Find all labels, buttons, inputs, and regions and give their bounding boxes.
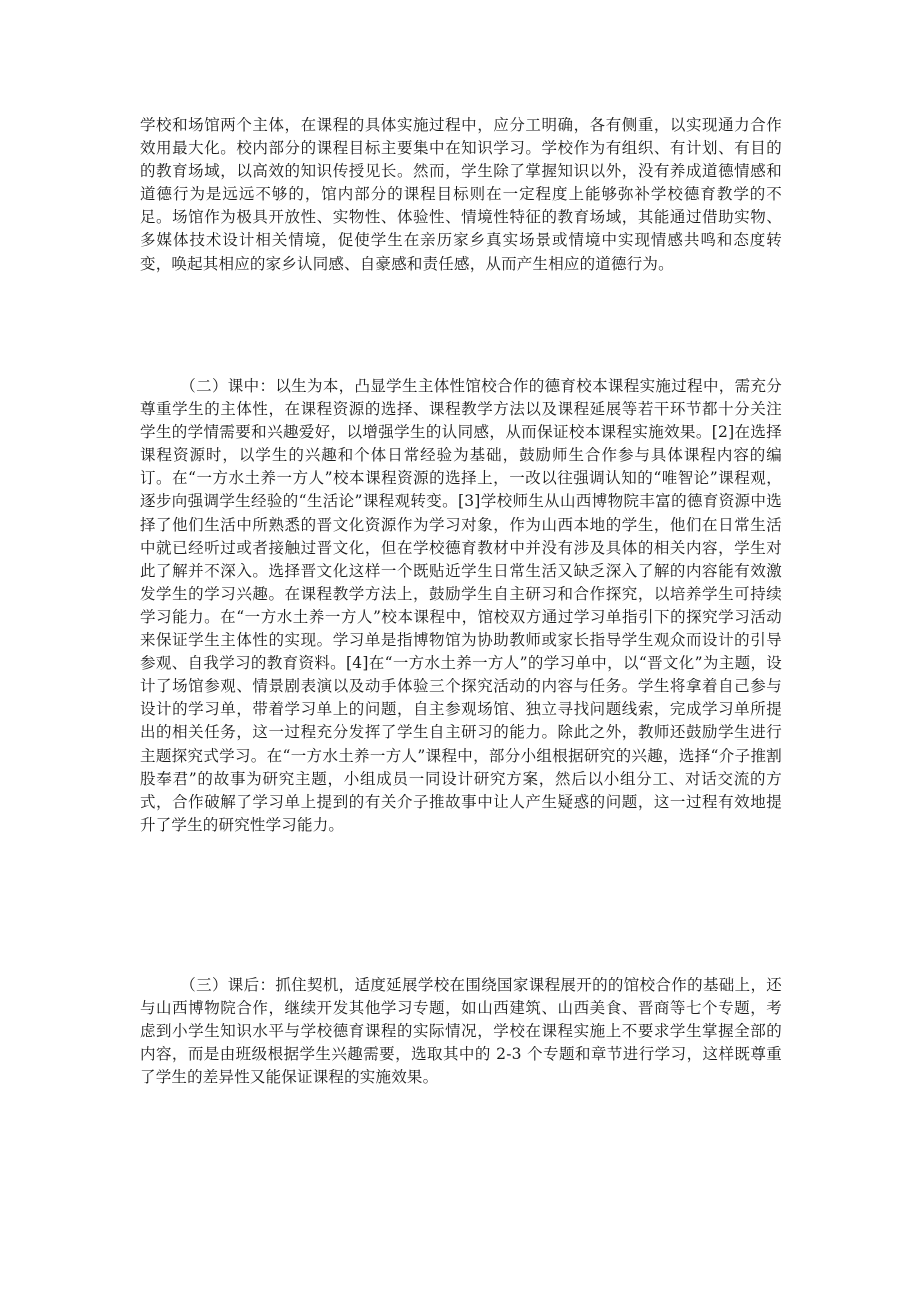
paragraph-after-class: （三）课后：抓住契机，适度延展学校在围绕国家课程展开的的馆校合作的基础上，还与山西博物院合作，继续开发其他学习专题，如山西建筑、山西美食、晋商等七个专题，考虑到小学生知识水平与学校德育课程的实际情况，学校在课程实施上不要求学生掌握全部的内容，而是由班级根据学生兴趣需要，选取其中的 2-3 个专题和章节进行学习，这样既尊重了学生的差异性又能保证课程的实施效果。 — [140, 976, 782, 1087]
paragraph-in-class: （二）课中：以生为本，凸显学生主体性馆校合作的德育校本课程实施过程中，需充分尊重学生的主体性，在课程资源的选择、课程教学方法以及课程延展等若干环节都十分关注学生的学情需要和兴趣爱好，以增强学生的认同感，从而保证校本课程实施效果。[2]在选择课程资源时，以学生的兴趣和个体日常经验为基础，鼓励师生合作参与具体课程内容的编订。在“一方水土养一方人”校本课程资源的选择上，一改以往强调认知的“唯智论”课程观，逐步向强调学生经验的“生活论”课程观转变。[3]学校师生从山西博物院丰富的德育资源中选择了他们生活中所熟悉的晋文化资源作为学习对象，作为山西本地的学生，他们在日常生活中就已经听过或者接触过晋文化，但在学校德育教材中并没有涉及具体的相关内容，学生对此了解并不深入。选择晋文化这样一个既贴近学生日常生活又缺乏深入了解的内容能有效激发学生的学习兴趣。在课程教学方法上，鼓励学生自主研习和合作探究，以培养学生可持续学习能力。在“一方水土养一方人”校本课程中，馆校双方通过学习单指引下的探究学习活动来保证学生主体性的实现。学习单是指博物馆为协助教师或家长指导学生观众而设计的引导参观、自我学习的教育资料。[4]在“一方水土养一方人”的学习单中，以“晋文化”为主题，设计了场馆参观、情景剧表演以及动手体验三个探究活动的内容与任务。学生将拿着自己参与设计的学习单，带着学习单上的问题，自主参观场馆、独立寻找问题线索，完成学习单所提出的相关任务，这一过程充分发挥了学生自主研习的能力。除此之外，教师还鼓励学生进行主题探究式学习。在“一方水土养一方人”课程中，部分小组根据研究的兴趣，选择“介子推割股奉君”的故事为研究主题，小组成员一同设计研究方案，然后以小组分工、对话交流的方式，合作破解了学习单上提到的有关介子推故事中让人产生疑惑的问题，这一过程有效地提升了学生的研究性学习能力。 — [140, 377, 782, 834]
paragraph-school-and-venue: 学校和场馆两个主体，在课程的具体实施过程中，应分工明确，各有侧重，以实现通力合作效用最大化。校内部分的课程目标主要集中在知识学习。学校作为有组织、有计划、有目的的教育场域，以高效的知识传授见长。然而，学生除了掌握知识以外，没有养成道德情感和道德行为是远远不够的，馆内部分的课程目标则在一定程度上能够弥补学校德育教学的不足。场馆作为极具开放性、实物性、体验性、情境性特征的教育场域，其能通过借助实物、多媒体技术设计相关情境，促使学生在亲历家乡真实场景或情境中实现情感共鸣和态度转变，唤起其相应的家乡认同感、自豪感和责任感，从而产生相应的道德行为。 — [140, 116, 782, 273]
